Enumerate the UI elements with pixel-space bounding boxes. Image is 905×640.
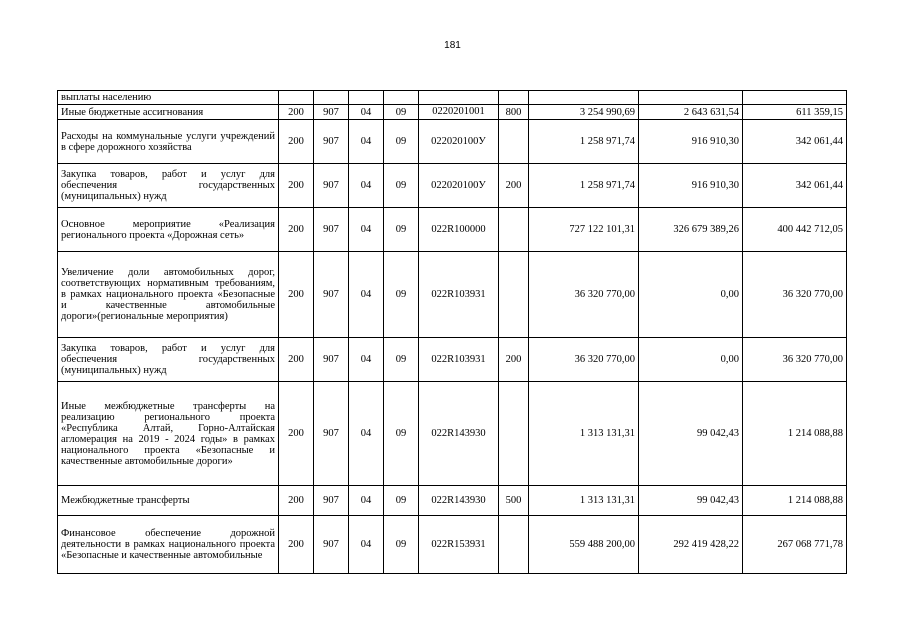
page-number: 181: [444, 40, 461, 51]
csr-cell: 09: [384, 338, 419, 382]
table-row: [58, 120, 847, 164]
subsection-cell: 04: [349, 486, 384, 516]
vr-cell: [499, 516, 529, 574]
csr-cell: 09: [384, 382, 419, 486]
amount2-cell: 99 042,43: [639, 486, 743, 516]
vr-cell: [499, 208, 529, 252]
csr-cell: 09: [384, 120, 419, 164]
amount2-cell: 2 643 631,54: [639, 105, 743, 120]
csr-cell: 09: [384, 105, 419, 120]
section-cell: 907: [314, 120, 349, 164]
row-name: Основное мероприятие «Реализация регионального проекта «Дорожная сеть»: [58, 208, 279, 252]
csr-code-cell: 022R143930: [419, 382, 499, 486]
subsection-cell: 04: [349, 120, 384, 164]
amount2-cell: 326 679 389,26: [639, 208, 743, 252]
subsection-cell: 04: [349, 338, 384, 382]
vr-cell: [499, 382, 529, 486]
grbs-cell: 200: [279, 120, 314, 164]
amount-cell: 3 254 990,69: [529, 105, 639, 120]
subsection-cell: 04: [349, 252, 384, 338]
csr-code-cell: 0220201001: [419, 105, 499, 120]
csr-code-cell: 022020100У: [419, 164, 499, 208]
grbs-cell: 200: [279, 252, 314, 338]
amount3-cell: 611 359,15: [743, 105, 847, 120]
amount-cell: 1 258 971,74: [529, 120, 639, 164]
amount-cell: 36 320 770,00: [529, 252, 639, 338]
row-name: Межбюджетные трансферты: [58, 486, 279, 516]
row-name: Увеличение доли автомобильных дорог, соответствующих нормативным требованиям, в рамках национального проекта «Безопасные и качественные автомобильные дороги»(региональные мероприятия): [58, 252, 279, 338]
csr-code-cell: 022R103931: [419, 338, 499, 382]
row-name: Иные бюджетные ассигнования: [58, 105, 279, 120]
grbs-cell: 200: [279, 516, 314, 574]
section-cell: 907: [314, 516, 349, 574]
amount2-cell: 916 910,30: [639, 120, 743, 164]
row-name: Закупка товаров, работ и услуг для обеспечения государственных (муниципальных) нужд: [58, 164, 279, 208]
vr-cell: 200: [499, 164, 529, 208]
csr-cell: 09: [384, 164, 419, 208]
row-name: Иные межбюджетные трансферты на реализацию регионального проекта «Республика Алтай, Горно-Алтайская агломерация на 2019 - 2024 годы» в рамках национального проекта «Безопасные и качественные автомобильные дороги»: [58, 382, 279, 486]
grbs-cell: 200: [279, 105, 314, 120]
vr-cell: 200: [499, 338, 529, 382]
csr-cell: 09: [384, 486, 419, 516]
csr-code-cell: 022R103931: [419, 252, 499, 338]
csr-cell: 09: [384, 516, 419, 574]
amount-cell: 559 488 200,00: [529, 516, 639, 574]
section-cell: 907: [314, 164, 349, 208]
vr-cell: [499, 252, 529, 338]
subsection-cell: 04: [349, 105, 384, 120]
subsection-cell: 04: [349, 382, 384, 486]
table-row: [58, 516, 847, 574]
section-cell: 907: [314, 486, 349, 516]
csr-code-cell: 022R143930: [419, 486, 499, 516]
subsection-cell: 04: [349, 516, 384, 574]
budget-table: [57, 90, 847, 574]
row-name: выплаты населению: [58, 91, 279, 105]
amount3-cell: 342 061,44: [743, 120, 847, 164]
section-cell: 907: [314, 252, 349, 338]
row-name: Финансовое обеспечение дорожной деятельности в рамках национального проекта «Безопасные и качественные автомобильные: [58, 516, 279, 574]
section-cell: 907: [314, 382, 349, 486]
csr-code-cell: 022R100000: [419, 208, 499, 252]
amount2-cell: 99 042,43: [639, 382, 743, 486]
amount3-cell: 36 320 770,00: [743, 338, 847, 382]
csr-code-cell: 022R153931: [419, 516, 499, 574]
amount3-cell: 1 214 088,88: [743, 486, 847, 516]
amount3-cell: 400 442 712,05: [743, 208, 847, 252]
amount3-cell: 342 061,44: [743, 164, 847, 208]
amount2-cell: 916 910,30: [639, 164, 743, 208]
section-cell: 907: [314, 105, 349, 120]
table-row: [58, 338, 847, 382]
amount3-cell: 267 068 771,78: [743, 516, 847, 574]
vr-cell: [499, 120, 529, 164]
amount-cell: 1 313 131,31: [529, 486, 639, 516]
amount2-cell: 0,00: [639, 338, 743, 382]
table-row: [58, 252, 847, 338]
section-cell: 907: [314, 208, 349, 252]
amount-cell: 1 258 971,74: [529, 164, 639, 208]
table-row: [58, 486, 847, 516]
table-row: [58, 164, 847, 208]
row-name: Расходы на коммунальные услуги учреждений в сфере дорожного хозяйства: [58, 120, 279, 164]
section-cell: 907: [314, 338, 349, 382]
amount2-cell: 292 419 428,22: [639, 516, 743, 574]
grbs-cell: 200: [279, 486, 314, 516]
table-row: [58, 208, 847, 252]
grbs-cell: 200: [279, 164, 314, 208]
csr-cell: 09: [384, 252, 419, 338]
amount-cell: 36 320 770,00: [529, 338, 639, 382]
csr-code-cell: 022020100У: [419, 120, 499, 164]
grbs-cell: 200: [279, 208, 314, 252]
vr-cell: 500: [499, 486, 529, 516]
grbs-cell: 200: [279, 338, 314, 382]
amount-cell: 1 313 131,31: [529, 382, 639, 486]
amount2-cell: 0,00: [639, 252, 743, 338]
grbs-cell: 200: [279, 382, 314, 486]
vr-cell: 800: [499, 105, 529, 120]
csr-cell: 09: [384, 208, 419, 252]
amount-cell: 727 122 101,31: [529, 208, 639, 252]
table-row: [58, 105, 847, 120]
table-row: [58, 91, 847, 105]
row-name: Закупка товаров, работ и услуг для обеспечения государственных (муниципальных) нужд: [58, 338, 279, 382]
table-row: [58, 382, 847, 486]
amount3-cell: 1 214 088,88: [743, 382, 847, 486]
amount3-cell: 36 320 770,00: [743, 252, 847, 338]
subsection-cell: 04: [349, 208, 384, 252]
subsection-cell: 04: [349, 164, 384, 208]
